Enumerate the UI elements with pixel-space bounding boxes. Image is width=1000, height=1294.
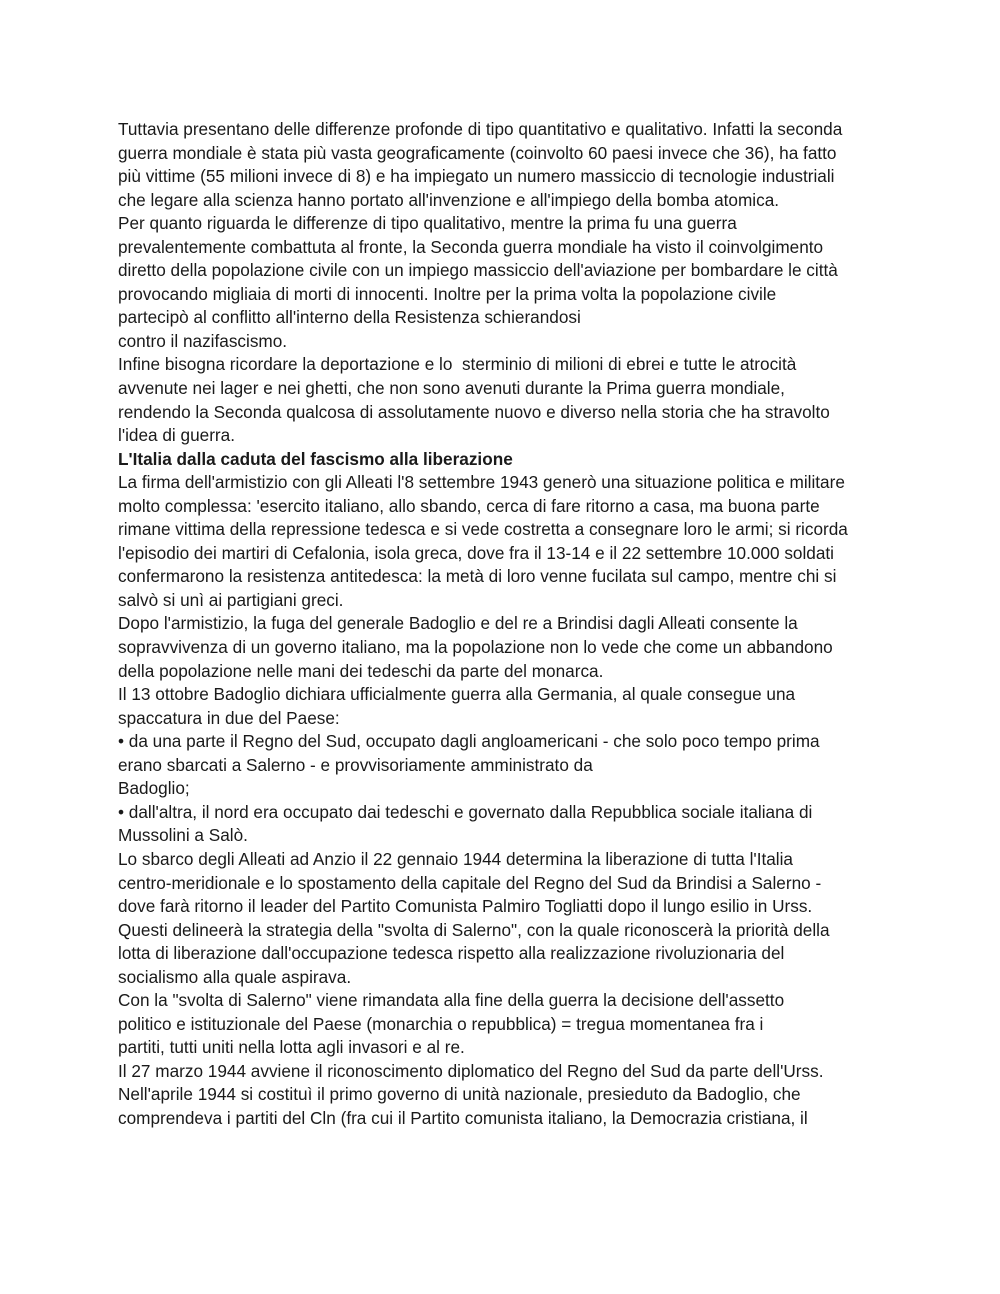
text-line: Mussolini a Salò.: [118, 825, 248, 846]
text-line: Infine bisogna ricordare la deportazione e lo sterminio di milioni di ebrei e tutte le atrocità: [118, 354, 797, 375]
text-line: salvò si unì ai partigiani greci.: [118, 589, 344, 610]
text-line: Tuttavia presentano delle differenze profonde di tipo quantitativo e qualitativo. Infatti la seconda: [118, 119, 843, 139]
text-line: l'episodio dei martiri di Cefalonia, isola greca, dove fra il 13-14 e il 22 settembre 10.000 soldati: [118, 542, 835, 563]
text-line: partecipò al conflitto all'interno della Resistenza schierandosi: [118, 307, 581, 328]
text-line: Questi delineerà la strategia della "svolta di Salerno", con la quale riconoscerà la priorità della: [118, 919, 830, 940]
text-line: rimane vittima della repressione tedesca e si vede costretta a consegnare loro le armi; si ricorda: [118, 519, 848, 540]
text-line: socialismo alla quale aspirava.: [118, 966, 352, 987]
text-line: Il 27 marzo 1944 avviene il riconoscimento diplomatico del Regno del Sud da parte dell'Urss.: [118, 1060, 824, 1081]
text-line: lotta di liberazione dall'occupazione tedesca rispetto alla realizzazione rivoluzionaria del: [118, 943, 785, 964]
text-line: Il 13 ottobre Badoglio dichiara ufficialmente guerra alla Germania, al quale consegue una: [118, 684, 796, 705]
text-line: La firma dell'armistizio con gli Alleati l'8 settembre 1943 generò una situazione politica e militare: [118, 472, 845, 493]
text-line: centro-meridionale e lo spostamento della capitale del Regno del Sud da Brindisi a Salerno -: [118, 872, 822, 893]
document-page: [118, 118, 918, 1131]
text-line: partiti, tutti uniti nella lotta agli invasori e al re.: [118, 1037, 465, 1058]
text-line: rendendo la Seconda qualcosa di assolutamente nuovo e diverso nella storia che ha stravolto: [118, 401, 830, 422]
text-line: comprendeva i partiti del Cln (fra cui il Partito comunista italiano, la Democrazia cristiana, il: [118, 1107, 808, 1128]
text-line: contro il nazifascismo.: [118, 330, 288, 351]
text-line: Per quanto riguarda le differenze di tipo qualitativo, mentre la prima fu una guerra: [118, 213, 737, 234]
text-line: politico e istituzionale del Paese (monarchia o repubblica) = tregua momentanea fra i: [118, 1013, 764, 1034]
section-heading: L'Italia dalla caduta del fascismo alla liberazione: [118, 448, 513, 469]
text-line: erano sbarcati a Salerno - e provvisoriamente amministrato da: [118, 754, 593, 775]
text-line: • da una parte il Regno del Sud, occupato dagli angloamericani - che solo poco tempo prima: [118, 731, 820, 752]
text-line: Nell'aprile 1944 si costituì il primo governo di unità nazionale, presieduto da Badoglio, che: [118, 1084, 801, 1105]
text-line: confermarono la resistenza antitedesca: la metà di loro venne fucilata sul campo, mentre chi si: [118, 566, 837, 587]
text-line: avvenute nei lager e nei ghetti, che non sono avenuti durante la Prima guerra mondiale,: [118, 378, 785, 399]
text-line: Lo sbarco degli Alleati ad Anzio il 22 gennaio 1944 determina la liberazione di tutta l'Italia: [118, 848, 793, 869]
text-line: prevalentemente combattuta al fronte, la Seconda guerra mondiale ha visto il coinvolgimento: [118, 236, 824, 257]
text-line: che legare alla scienza hanno portato all'invenzione e all'impiego della bomba atomica.: [118, 189, 780, 210]
text-line: spaccatura in due del Paese:: [118, 707, 340, 728]
text-line: più vittime (55 milioni invece di 8) e ha impiegato un numero massiccio di tecnologie industriali: [118, 166, 835, 187]
text-line: • dall'altra, il nord era occupato dai tedeschi e governato dalla Repubblica sociale italiana di: [118, 801, 813, 822]
text-line: provocando migliaia di morti di innocenti. Inoltre per la prima volta la popolazione civile: [118, 283, 777, 304]
text-line: l'idea di guerra.: [118, 425, 235, 446]
text-line: dove farà ritorno il leader del Partito Comunista Palmiro Togliatti dopo il lungo esilio in Urss.: [118, 896, 813, 917]
text-line: molto complessa: 'esercito italiano, allo sbando, cerca di fare ritorno a casa, ma buona parte: [118, 495, 820, 516]
text-line: Badoglio;: [118, 778, 190, 799]
text-line: Dopo l'armistizio, la fuga del generale Badoglio e del re a Brindisi dagli Alleati consente la: [118, 613, 798, 634]
text-line: diretto della popolazione civile con un impiego massiccio dell'aviazione per bombardare le città: [118, 260, 838, 281]
text-line: sopravvivenza di un governo italiano, ma la popolazione non lo vede che come un abbandono: [118, 637, 833, 658]
text-line: della popolazione nelle mani dei tedeschi da parte del monarca.: [118, 660, 604, 681]
text-line: Con la "svolta di Salerno" viene rimandata alla fine della guerra la decisione dell'assetto: [118, 990, 785, 1011]
text-line: guerra mondiale è stata più vasta geograficamente (coinvolto 60 paesi invece che 36), ha fatto: [118, 142, 837, 163]
